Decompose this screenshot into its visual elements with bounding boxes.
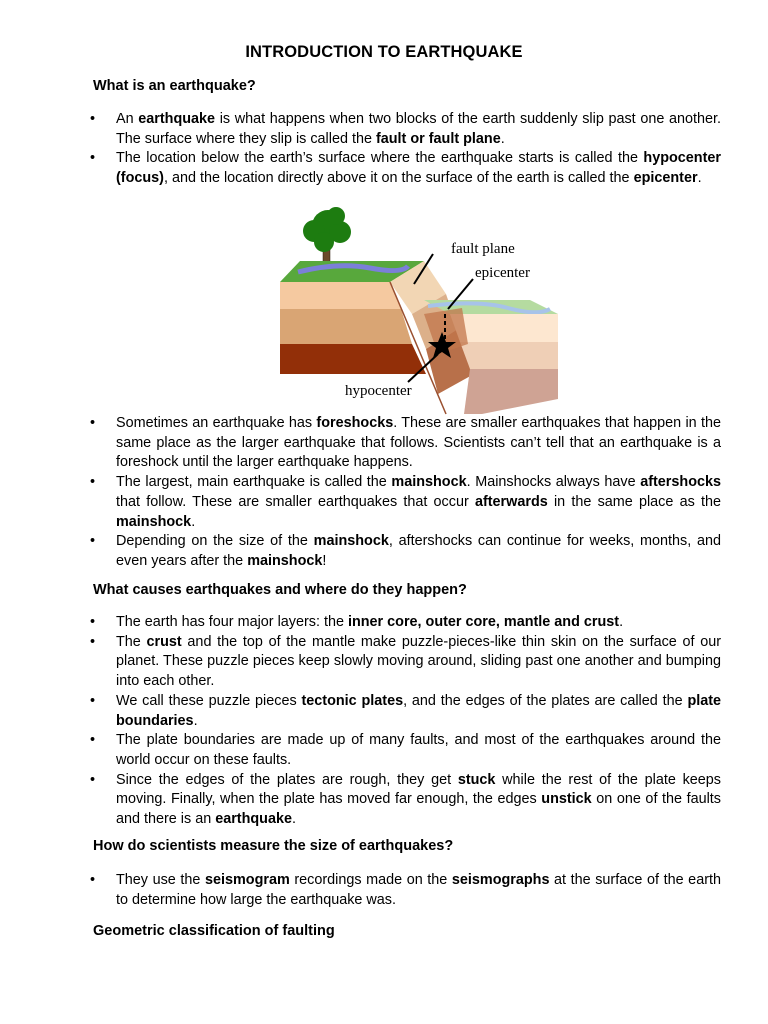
list-item: • We call these puzzle pieces tectonic plates, and the edges of the plates are called the plate boundaries. [90,692,722,729]
epicenter-label: epicenter [475,265,530,281]
list-item: • They use the seismogram recordings made on the seismographs at the surface of the earth to determine how large the earthquake was. [90,872,721,908]
list-item: • Depending on the size of the mainshock, aftershocks can continue for weeks, months, and even years after the mainshock! [90,533,721,569]
bullet-list-intro [0,110,768,189]
list-item: • An earthquake is what happens when two blocks of the earth suddenly slip past one another. The surface where they slip is called the fault or fault plane. [90,111,721,147]
bullet-icon: • [90,111,96,127]
bullet-icon: • [90,771,96,788]
bullet-icon: • [90,533,96,550]
list-item: • Sometimes an earthquake has foreshocks. These are smaller earthquakes that happen in the same place as the larger earthquake that follows. Scientists can’t tell that an earthquake is a foreshock until the larger earthquake happens. [90,415,721,471]
list-item: • Since the edges of the plates are rough, they get stuck while the rest of the plate keeps moving. Finally, when the plate has moved far enough, the edges unstick on one of the faults and there is an earthquake. [90,771,721,828]
bullet-list-measure [0,871,768,910]
list-item: • The largest, main earthquake is called the mainshock. Mainshocks always have aftershocks that follow. These are smaller earthquakes that occur afterwards in the same place as the mainshock. [90,474,721,530]
bullet-icon: • [90,872,96,888]
bullet-list-causes [0,613,768,830]
list-item: • The earth has four major layers: the inner core, outer core, mantle and crust. [0,613,768,633]
bullet-icon: • [90,732,96,749]
page-title: INTRODUCTION TO EARTHQUAKE [245,43,523,61]
bullet-icon: • [90,614,96,630]
bullet-icon: • [90,633,96,650]
bullet-icon: • [90,474,96,491]
heading-what-is-earthquake: What is an earthquake? [93,78,256,94]
bullet-icon: • [90,692,96,709]
heading-causes: What causes earthquakes and where do they happen? [93,582,467,598]
list-item: • The crust and the top of the mantle make puzzle-pieces-like thin skin on the surface of our planet. These puzzle pieces keep slowly moving around, sliding past one another and bumping into each other. [90,633,721,690]
list-item: • The location below the earth’s surface where the earthquake starts is called the hypocenter (focus), and the location directly above it on the surface of the earth is called the epicenter. [90,150,721,187]
bullet-icon: • [90,415,96,431]
hypocenter-label: hypocenter [345,383,412,399]
fault-plane-diagram [278,204,563,416]
fault-plane-label: fault plane [451,241,515,257]
bullet-icon: • [90,150,96,167]
bullet-list-shocks [0,414,768,572]
heading-geometric-classification: Geometric classification of faulting [93,923,335,939]
heading-measure: How do scientists measure the size of earthquakes? [93,838,454,854]
list-item: • The plate boundaries are made up of many faults, and most of the earthquakes around the world occur on these faults. [90,732,721,768]
